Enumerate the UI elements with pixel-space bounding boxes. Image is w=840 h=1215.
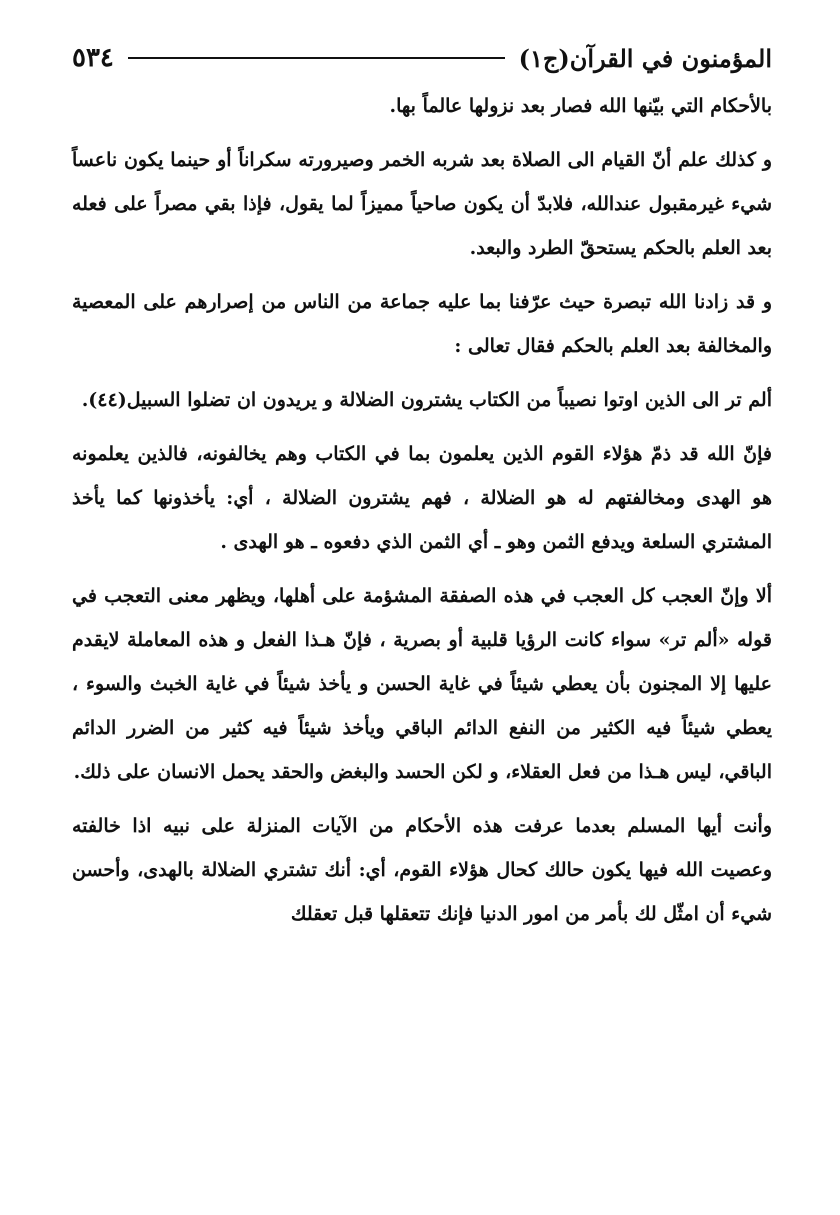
- header-rule: [128, 57, 505, 59]
- paragraph: فإنّ الله قد ذمّ هؤلاء القوم الذين يعلمون بما في الكتاب وهم يخالفونه، فالذين يعلمونه هو الهدى ومخالفتهم له هو الضلالة ، فهم يشترون الضلالة ، أي: يأخذونها كما يأخذ المشتري السلعة ويدفع الثمن وهو ـ أي الثمن الذي دفعوه ـ هو الهدى .: [72, 443, 772, 553]
- paragraph: و قد زادنا الله تبصرة حيث عرّفنا بما عليه جماعة من الناس من إصرارهم على المعصية والمخالفة بعد العلم بالحكم فقال تعالى :: [72, 291, 772, 357]
- quran-verse: ألم تر الى الذين اوتوا نصيباً من الكتاب يشترون الضلالة و يريدون ان تضلوا السبيل(٤٤).: [81, 389, 772, 411]
- paragraph: و كذلك علم أنّ القيام الى الصلاة بعد شربه الخمر وصيرورته سكراناً أو حينما يكون ناعساً شيء غيرمقبول عندالله، فلابدّ أن يكون صاحياً مميزاً لما يقول، فإذا بقي مصراً على فعله بعد العلم بالحكم يستحقّ الطرد والبعد.: [72, 149, 772, 259]
- paragraph: بالأحكام التي بيّنها الله فصار بعد نزولها عالماً بها.: [389, 95, 772, 117]
- page-number: ٥٣٤: [72, 43, 114, 73]
- paragraph: وأنت أيها المسلم بعدما عرفت هذه الأحكام من الآيات المنزلة على نبيه اذا خالفته وعصيت الله فيها يكون حالك كحال هؤلاء القوم، أي: أنك تشتري الضلالة بالهدى، وأحسن شيء أن امثّل لك بأمر من امور الدنيا فإنك تتعقلها قبل تعقلك: [72, 815, 772, 925]
- page-header: [72, 38, 772, 78]
- paragraph: ألا وإنّ العجب كل العجب في هذه الصفقة المشؤمة على أهلها، ويظهر معنى التعجب في قوله «ألم تر» سواء كانت الرؤيا قلبية أو بصرية ، فإنّ هـذا الفعل و هذه المعاملة لايقدم عليها إلا المجنون بأن يعطي شيئاً في غاية الحسن و يأخذ شيئاً في غاية الخبث والسوء ، يعطي شيئاً فيه الكثير من النفع الدائم الباقي ويأخذ شيئاً فيه كثير من الضرر الدائم الباقي، ليس هـذا من فعل العقلاء، و لكن الحسد والبغض والحقد يحمل الانسان على ذلك.: [72, 585, 772, 783]
- book-title: المؤمنون في القرآن(ج١): [518, 43, 772, 73]
